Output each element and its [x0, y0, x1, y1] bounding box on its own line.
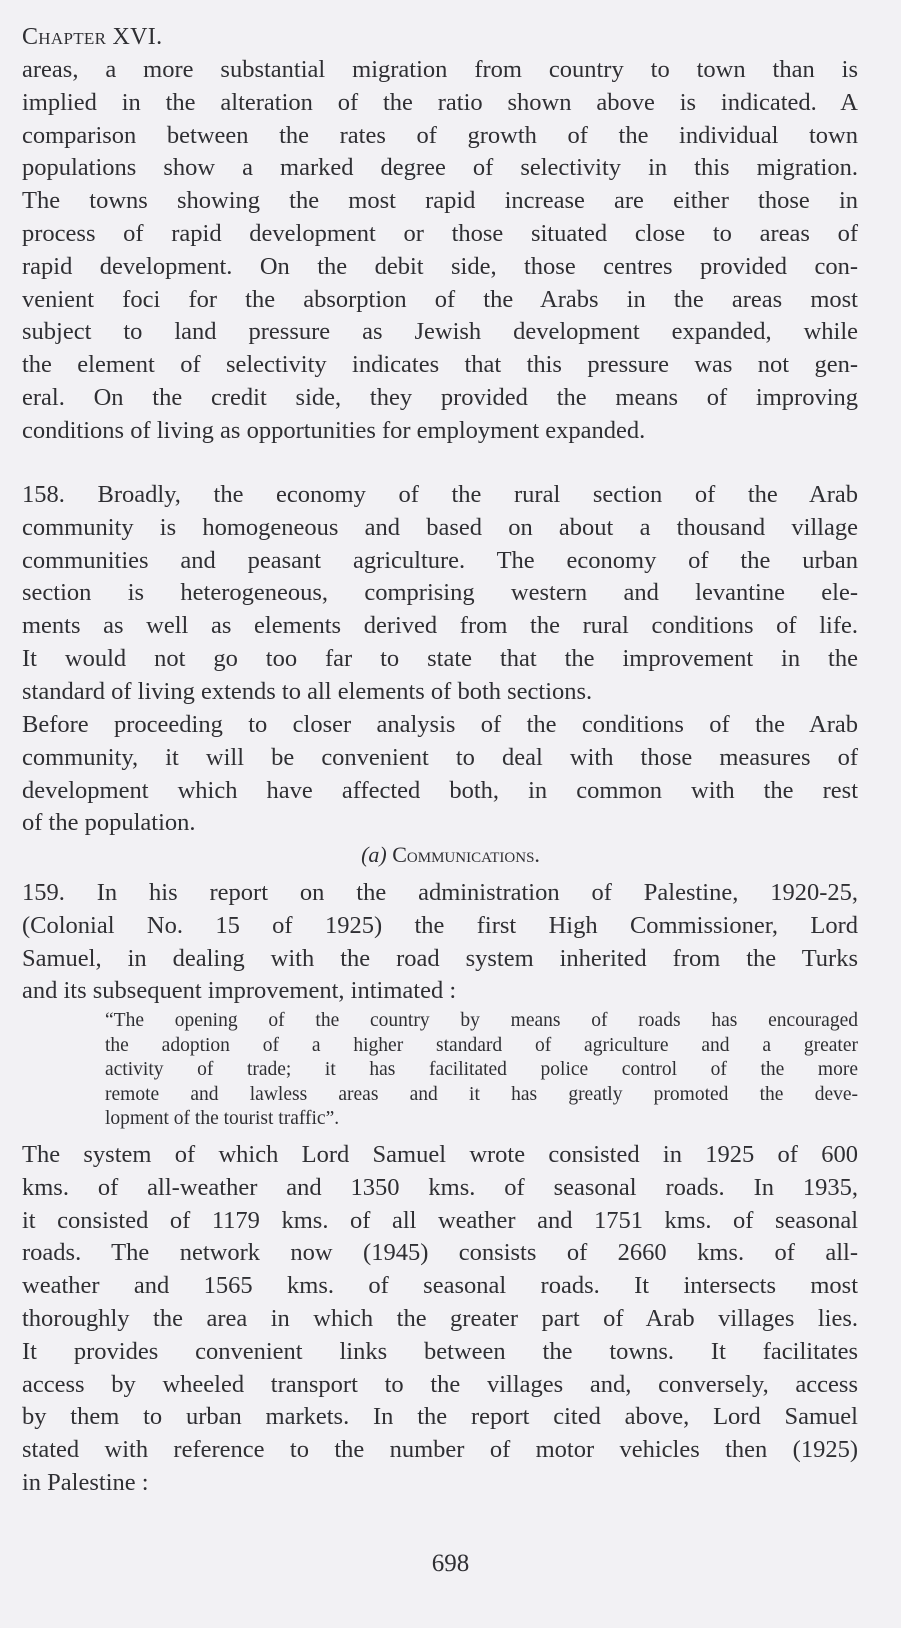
text-line: in Palestine :	[22, 1468, 149, 1496]
section-heading-title: Communications.	[392, 842, 540, 867]
text-line: development which have affected both, in common with the rest	[22, 776, 858, 804]
text-line: “The opening of the country by means of roads has encouraged	[105, 1010, 858, 1031]
text-line: Samuel, in dealing with the road system inherited from the Turks	[22, 944, 858, 972]
paragraph-158	[22, 479, 858, 709]
paragraph-migration	[22, 54, 858, 448]
text-line: venient foci for the absorption of the Arabs in the areas most	[22, 285, 858, 313]
paragraph-159	[22, 877, 858, 1008]
block-quote	[105, 1009, 858, 1132]
text-line: by them to urban markets. In the report cited above, Lord Samuel	[22, 1403, 858, 1431]
text-line: communities and peasant agriculture. The economy of the urban	[22, 546, 858, 574]
text-line: implied in the alteration of the ratio shown above is indicated. A	[22, 88, 858, 116]
text-line: thoroughly the area in which the greater part of Arab villages lies.	[22, 1304, 858, 1332]
text-line: rapid development. On the debit side, those centres provided con-	[22, 252, 858, 280]
text-line: of the population.	[22, 809, 196, 837]
text-line: access by wheeled transport to the villages and, conversely, access	[22, 1370, 858, 1398]
text-line: lopment of the tourist traffic”.	[105, 1108, 340, 1129]
text-line: subject to land pressure as Jewish development expanded, while	[22, 318, 858, 346]
text-line: weather and 1565 kms. of seasonal roads. It intersects most	[22, 1272, 858, 1300]
text-line: remote and lawless areas and it has greatly promoted the deve-	[105, 1083, 858, 1105]
page-number: 698	[431, 1550, 470, 1577]
text-line: standard of living extends to all elements of both sections.	[22, 677, 593, 705]
text-line: stated with reference to the number of motor vehicles then (1925)	[22, 1436, 858, 1464]
text-line: kms. of all-weather and 1350 kms. of seasonal roads. In 1935,	[22, 1173, 858, 1201]
text-line: Before proceeding to closer analysis of the conditions of the Arab	[22, 711, 858, 738]
text-line: conditions of living as opportunities for employment expanded.	[22, 416, 646, 444]
text-line: it consisted of 1179 kms. of all weather and 1751 kms. of seasonal	[22, 1206, 858, 1234]
text-line: comparison between the rates of growth of the individual town	[22, 121, 858, 149]
text-line: and its subsequent improvement, intimated :	[22, 977, 457, 1005]
section-heading	[0, 842, 901, 868]
text-line: areas, a more substantial migration from country to town than is	[22, 56, 858, 83]
text-line: process of rapid development or those situated close to areas of	[22, 219, 858, 247]
text-line: The system of which Lord Samuel wrote consisted in 1925 of 600	[22, 1141, 858, 1168]
text-line: populations show a marked degree of selectivity in this migration.	[22, 154, 858, 182]
paragraph-road-system	[22, 1139, 858, 1500]
text-line: community is homogeneous and based on about a thousand village	[22, 513, 858, 541]
text-line: It provides convenient links between the towns. It facilitates	[22, 1337, 858, 1365]
text-line: eral. On the credit side, they provided the means of improving	[22, 383, 858, 411]
text-line: the element of selectivity indicates that this pressure was not gen-	[22, 351, 858, 379]
text-line: ments as well as elements derived from the rural conditions of life.	[22, 612, 858, 640]
text-line: section is heterogeneous, comprising western and levantine ele-	[22, 579, 858, 607]
text-line: It would not go too far to state that the improvement in the	[22, 644, 858, 672]
paragraph-before-proceeding	[22, 709, 858, 840]
text-line: The towns showing the most rapid increase are either those in	[22, 187, 858, 215]
text-line: 159. In his report on the administration of Palestine, 1920-25,	[22, 879, 858, 906]
section-heading-label: (a)	[361, 842, 387, 867]
text-line: 158. Broadly, the economy of the rural section of the Arab	[22, 481, 858, 508]
text-line: the adoption of a higher standard of agriculture and a greater	[105, 1034, 858, 1056]
text-line: (Colonial No. 15 of 1925) the first High Commissioner, Lord	[22, 911, 858, 939]
chapter-header: Chapter XVI.	[22, 24, 163, 50]
text-line: activity of trade; it has facilitated police control of the more	[105, 1059, 858, 1080]
text-line: community, it will be convenient to deal with those measures of	[22, 743, 858, 771]
text-line: roads. The network now (1945) consists of 2660 kms. of all-	[22, 1239, 858, 1267]
